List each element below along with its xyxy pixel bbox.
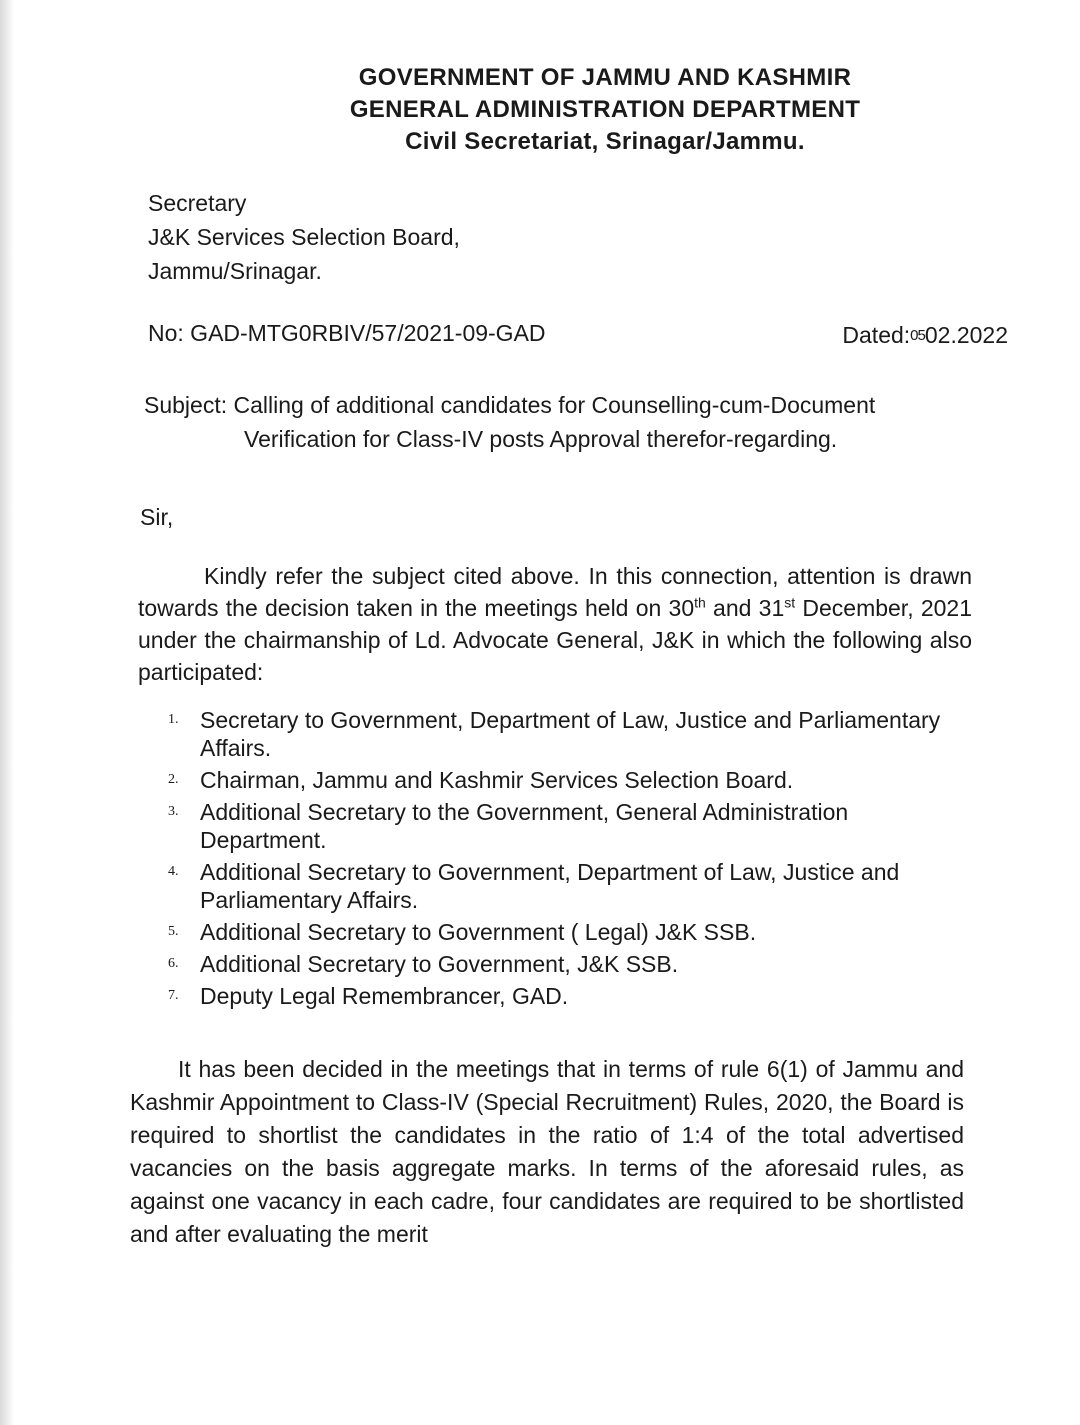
addressee-line-2: J&K Services Selection Board, — [148, 224, 460, 250]
date-printed: 02.2022 — [924, 322, 1008, 348]
list-item-number: 6. — [168, 956, 179, 971]
list-item — [162, 918, 942, 946]
subject-line-2: Verification for Class-IV posts Approval therefor-regarding. — [244, 426, 838, 452]
list-item-number: 3. — [168, 804, 179, 819]
participants-list — [162, 706, 942, 1014]
reference-number: No: GAD-MTG0RBIV/57/2021-09-GAD — [148, 320, 546, 346]
list-item — [162, 798, 942, 854]
paragraph-1 — [138, 560, 972, 688]
date-handwritten-day: 05 — [910, 327, 925, 344]
list-item-text: Deputy Legal Remembrancer, GAD. — [200, 983, 569, 1009]
subject-block — [144, 388, 964, 456]
list-item-text: Secretary to Government, Department of Law, Justice and Parliamentary Affairs. — [200, 707, 941, 761]
list-item — [162, 858, 942, 914]
paragraph-1-part-1: Kindly refer the subject cited above. In this connection, attention is drawn towards the decision taken in the meetings held on 30 — [138, 563, 972, 621]
list-item-number: 1. — [168, 712, 179, 727]
subject-line-1: Subject: Calling of additional candidates for Counselling-cum-Document — [144, 392, 876, 418]
list-item — [162, 766, 942, 794]
letterhead-line-2: GENERAL ADMINISTRATION DEPARTMENT — [349, 96, 861, 123]
paragraph-1-part-2: and 31 — [705, 595, 785, 621]
list-item-number: 5. — [168, 924, 179, 939]
list-item-text: Additional Secretary to Government, J&K SSB. — [200, 951, 679, 977]
list-item-text: Chairman, Jammu and Kashmir Services Selection Board. — [200, 767, 794, 793]
list-item — [162, 706, 942, 762]
letterhead — [0, 62, 1080, 158]
reference-date — [842, 322, 1008, 349]
salutation: Sir, — [140, 504, 174, 530]
paragraph-2: It has been decided in the meetings that in terms of rule 6(1) of Jammu and Kashmir Appointment to Class-IV (Special Recruitment) Rules, 2020, the Board is required to shortlist the candidates in the ratio of 1:4 of the total advertised vacancies on the basis aggregate marks. In terms of the aforesaid rules, as against one vacancy in each cadre, four candidates are required to be shortlisted and after evaluating the merit — [130, 1056, 964, 1247]
superscript-th: th — [694, 594, 706, 611]
page-edge-shadow — [0, 0, 14, 1425]
list-item — [162, 950, 942, 978]
list-item-text: Additional Secretary to Government, Department of Law, Justice and Parliamentary Affairs. — [200, 859, 900, 913]
list-item-number: 4. — [168, 864, 179, 879]
superscript-st: st — [784, 594, 796, 611]
addressee-line-3: Jammu/Srinagar. — [148, 258, 322, 284]
list-item — [162, 982, 942, 1010]
date-label: Dated: — [842, 322, 911, 348]
addressee-line-1: Secretary — [148, 190, 247, 216]
list-item-text: Additional Secretary to Government ( Legal) J&K SSB. — [200, 919, 757, 945]
letterhead-line-1: GOVERNMENT OF JAMMU AND KASHMIR — [358, 64, 852, 91]
addressee-block — [148, 186, 460, 288]
list-item-number: 7. — [168, 988, 179, 1003]
list-item-text: Additional Secretary to the Government, General Administration Department. — [200, 799, 849, 853]
list-item-number: 2. — [168, 772, 179, 787]
paragraph-1-part-3: December, 2021 under the chairmanship of Ld. Advocate General, J&K in which the following also participated: — [138, 595, 972, 685]
letterhead-line-3: Civil Secretariat, Srinagar/Jammu. — [405, 128, 805, 155]
